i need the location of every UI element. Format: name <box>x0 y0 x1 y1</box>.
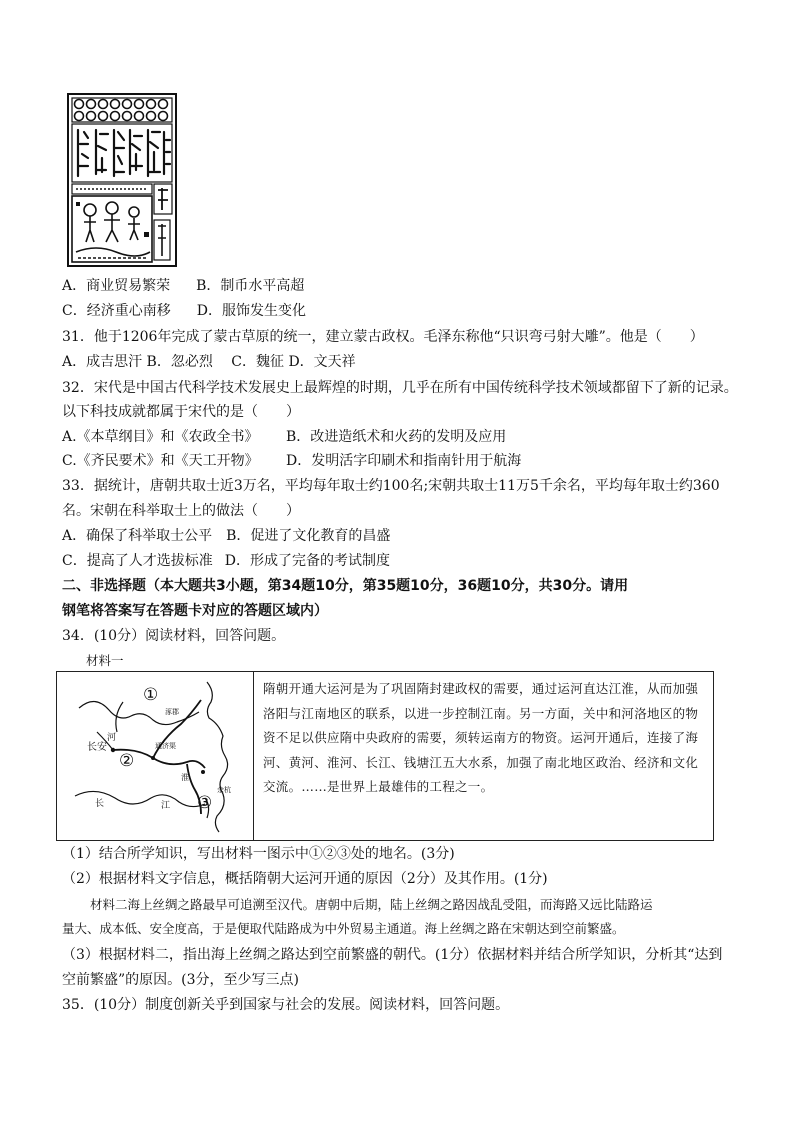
q33-option-d: D．形成了完备的考试制度 <box>224 553 390 569</box>
q33-stem-line-1: 33．据统计，唐朝共取士近3万名，平均每年取士约100名;宋朝共取士11万5千余名，平均每年取士约360 <box>62 478 720 494</box>
q33-stem-line-2: 名。宋朝在科举取士上的做法（ ） <box>62 503 300 519</box>
map-label-3: ③ <box>197 793 213 813</box>
map-label-yuhang: 余杭 <box>217 786 231 794</box>
q32-stem-line-2: 以下科技成就都属于宋代的是（ ） <box>62 404 300 420</box>
q32-stem-line-1: 32．宋代是中国古代科学技术发展史上最辉煌的时期，几乎在所有中国传统科学技术领域都留下了新的记录。 <box>62 380 738 396</box>
material1-text: 隋朝开通大运河是为了巩固隋封建政权的需要，通过运河直达江淮，从而加强洛阳与江南地区的联系，以进一步控制江南。另一方面，关中和河洛地区的物资不足以供应隋中央政府的需要，须转运南方的物资。运河开通后，连接了海河、黄河、淮河、长江、钱塘江五大水系，加强了南北地区政治、经济和文化交流。……是世界上最雄伟的工程之一。 <box>263 681 699 794</box>
q33-option-b: B．促进了文化教育的昌盛 <box>226 528 391 544</box>
q34-stem: 34．(10分）阅读材料，回答问题。 <box>62 628 286 644</box>
material2-line-1: 材料二海上丝绸之路最早可追溯至汉代。唐朝中后期，陆上丝绸之路因战乱受阻，而海路又远比陆路运 <box>90 897 653 912</box>
grand-canal-map <box>57 672 254 840</box>
map-label-jiang: 江 <box>161 801 171 811</box>
q30-options-row-2 <box>62 301 306 321</box>
q32-options-row-1 <box>62 427 506 447</box>
q33-options-row-1 <box>62 526 390 546</box>
jiaozi-banknote-image <box>66 92 178 268</box>
section2-heading-line-1: 二、非选择题（本大题共3小题，第34题10分，第35题10分，36题10分，共30分。请用 <box>62 578 629 594</box>
q32-option-a: A.《本草纲目》和《农政全书》 <box>62 429 259 445</box>
q30-option-c: C．经济重心南移 <box>62 303 171 319</box>
q30-options-row-1 <box>62 276 304 296</box>
map-label-he: 河 <box>107 733 117 743</box>
q32-options-row-2 <box>62 451 521 471</box>
q30-option-d: D．服饰发生变化 <box>196 303 306 319</box>
map-label-zhuojun: 涿郡 <box>165 708 179 716</box>
material1-label: 材料一 <box>86 653 124 668</box>
map-label-changan: 长安 <box>87 742 107 753</box>
q31-options: A．成吉思汗 B．忽必烈 C．魏征 D．文天祥 <box>62 354 356 370</box>
q31-stem: 31．他于1206年完成了蒙古草原的统一，建立蒙古政权。毛泽东称他“只识弯弓射大雕”。他是（ ） <box>62 329 704 345</box>
map-label-chang: 长 <box>95 799 105 809</box>
q34-sub-question-3-line-1: （3）根据材料二，指出海上丝绸之路达到空前繁盛的朝代。(1分）依据材料并结合所学知识，分析其“达到 <box>62 947 723 963</box>
q35-stem: 35．(10分）制度创新关乎到国家与社会的发展。阅读材料，回答问题。 <box>62 997 510 1013</box>
q32-option-b: B．改进造纸术和火药的发明及应用 <box>286 429 507 445</box>
q34-sub-question-3-line-2: 空前繁盛”的原因。(3分，至少写三点) <box>62 972 299 988</box>
map-label-2: ② <box>119 751 135 771</box>
q34-sub-question-1: （1）结合所学知识，写出材料一图示中①②③处的地名。(3分) <box>62 846 455 862</box>
section2-heading-line-2: 钢笔将答案写在答题卡对应的答题区域内） <box>62 603 328 619</box>
q32-option-c: C.《齐民要术》和《天工开物》 <box>62 453 259 469</box>
material2-line-2: 量大、成本低、安全度高，于是便取代陆路成为中外贸易主通道。海上丝绸之路在宋朝达到空前繁盛。 <box>62 921 625 936</box>
q30-option-b: B．制币水平高超 <box>196 278 305 294</box>
map-label-1: ① <box>143 685 159 705</box>
q33-option-c: C．提高了人才选拔标准 <box>62 553 213 569</box>
q30-option-a: A．商业贸易繁荣 <box>62 278 171 294</box>
material1-box <box>56 671 714 841</box>
q34-sub-question-2: （2）根据材料文字信息，概括隋朝大运河开通的原因（2分）及其作用。(1分) <box>62 871 548 887</box>
q32-option-d: D．发明活字印刷术和指南针用于航海 <box>286 453 522 469</box>
map-label-hui: 淮 <box>181 773 189 782</box>
q33-option-a: A．确保了科举取士公平 <box>62 528 213 544</box>
q33-options-row-2 <box>62 551 390 571</box>
map-label-tongji: 通济渠 <box>155 742 176 750</box>
